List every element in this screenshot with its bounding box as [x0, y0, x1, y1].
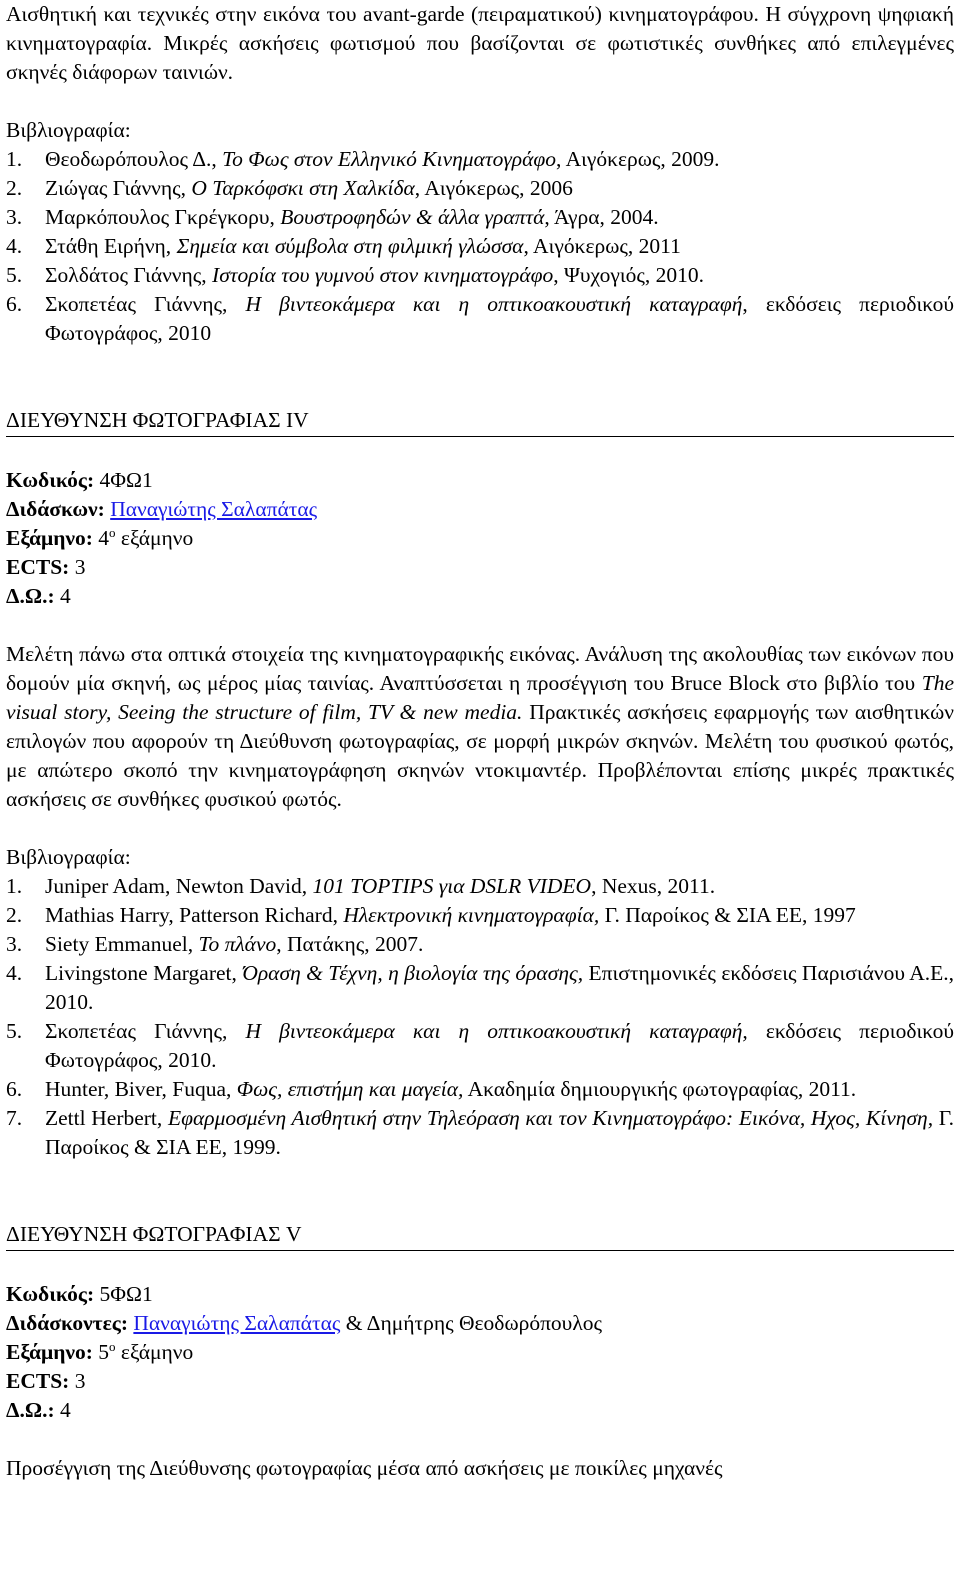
list-item: 2. Ζιώγας Γιάννης, Ο Ταρκόφσκι στη Χαλκίδα, Αιγόκερως, 2006: [6, 176, 573, 200]
course-ects: ECTS: 3: [6, 555, 86, 579]
course-teacher: Διδάσκων: Παναγιώτης Σαλαπάτας: [6, 497, 318, 521]
list-item: 5. Σκοπετέας Γιάννης, Η βιντεοκάμερα και η οπτικοακουστική καταγραφή, εκδόσεις περιοδικού Φωτογράφος, 2010.: [6, 1019, 954, 1072]
list-item: 1. Θεοδωρόπουλος Δ., Το Φως στον Ελληνικό Κινηματογράφο, Αιγόκερως, 2009.: [6, 147, 720, 171]
list-item: 1. Juniper Adam, Newton David, 101 TOPTIPS για DSLR VIDEO, Nexus, 2011.: [6, 874, 716, 898]
list-item: 2. Mathias Harry, Patterson Richard, Ηλεκτρονική κινηματογραφία, Γ. Παροίκος & ΣΙΑ ΕΕ, 1997: [6, 903, 856, 927]
course-semester: Εξάμηνο: $5^o$ εξάμηνο: [6, 1339, 194, 1364]
course-teacher: Διδάσκοντες: Παναγιώτης Σαλαπάτας & Δημήτρης Θεοδωρόπουλος: [6, 1311, 603, 1335]
bibliography-list-iv: [6, 872, 954, 1162]
course-code: Κωδικός: 5ΦΩ1: [6, 1282, 153, 1306]
course-hours: Δ.Ω.: 4: [6, 1398, 71, 1422]
section-title-iv: ΔΙΕΥΘΥΝΣΗ ΦΩΤΟΓΡΑΦΙΑΣ IV: [6, 406, 954, 437]
teacher-link[interactable]: Παναγιώτης Σαλαπάτας: [133, 1311, 341, 1335]
list-item: 6. Hunter, Biver, Fuqua, Φως, επιστήμη και μαγεία, Ακαδημία δημιουργικής φωτογραφίας, 2011.: [6, 1077, 857, 1101]
course-ects: ECTS: 3: [6, 1369, 86, 1393]
list-item: 3. Siety Emmanuel, Το πλάνο, Πατάκης, 2007.: [6, 932, 424, 956]
course-code: Κωδικός: 4ΦΩ1: [6, 468, 153, 492]
course-semester: Εξάμηνο: $4^o$ εξάμηνο: [6, 525, 194, 550]
section-title-v: ΔΙΕΥΘΥΝΣΗ ΦΩΤΟΓΡΑΦΙΑΣ V: [6, 1220, 954, 1251]
course-description-iv: Μελέτη πάνω στα οπτικά στοιχεία της κινηματογραφικής εικόνας. Ανάλυση της ακολουθίας των εικόνων που δομούν μία σκηνή, ως μέρος μίας ταινίας. Αναπτύσσεται η προσέγγιση του Bruce Block στο βιβλίο του The visual story, Seeing the structure of film, TV & new media. Πρακτικές ασκήσεις εφαρμογής των αισθητικών επιλογών που αφορούν τη Διεύθυνση φωτογραφίας, σε μορφή μικρών σκηνών. Μελέτη του φυσικού φωτός, με απώτερο σκοπό την κινηματογράφηση σκηνών ντοκιμαντέρ. Προβλέπονται επίσης μικρές πρακτικές ασκήσεις σε συνθήκες φυσικού φωτός.: [6, 642, 954, 811]
list-item: 3. Μαρκόπουλος Γκρέγκορυ, Βουστροφηδών & άλλα γραπτά, Άγρα, 2004.: [6, 205, 659, 229]
list-item: 6. Σκοπετέας Γιάννης, Η βιντεοκάμερα και η οπτικοακουστική καταγραφή, εκδόσεις περιοδικού Φωτογράφος, 2010: [6, 292, 954, 345]
course-hours: Δ.Ω.: 4: [6, 584, 71, 608]
intro-paragraph: Αισθητική και τεχνικές στην εικόνα του avant-garde (πειραματικού) κινηματογράφου. Η σύγχρονη ψηφιακή κινηματογραφία. Μικρές ασκήσεις φωτισμού που βασίζονται σε φωτιστικές συνθήκες από επιλεγμένες σκηνές διάφορων ταινιών.: [6, 2, 954, 84]
list-item: 4. Στάθη Ειρήνη, Σημεία και σύμβολα στη φιλμική γλώσσα, Αιγόκερως, 2011: [6, 234, 681, 258]
list-item: 7. Zettl Herbert, Εφαρμοσμένη Αισθητική στην Τηλεόραση και τον Κινηματογράφο: Εικόνα, Ηχος, Κίνηση, Γ. Παροίκος & ΣΙΑ ΕΕ, 1999.: [6, 1106, 954, 1159]
bibliography-label: Βιβλιογραφία:: [6, 118, 131, 142]
teacher-link[interactable]: Παναγιώτης Σαλαπάτας: [110, 497, 318, 521]
bibliography-list-intro: [6, 145, 954, 348]
list-item: 4. Livingstone Margaret, Όραση & Τέχνη, η βιολογία της όρασης, Επιστημονικές εκδόσεις Παρισιάνου Α.Ε., 2010.: [6, 961, 955, 1014]
course-description-v: Προσέγγιση της Διεύθυνσης φωτογραφίας μέσα από ασκήσεις με ποικίλες μηχανές: [6, 1456, 723, 1480]
bibliography-label: Βιβλιογραφία:: [6, 845, 131, 869]
list-item: 5. Σολδάτος Γιάννης, Ιστορία του γυμνού στον κινηματογράφο, Ψυχογιός, 2010.: [6, 263, 705, 287]
